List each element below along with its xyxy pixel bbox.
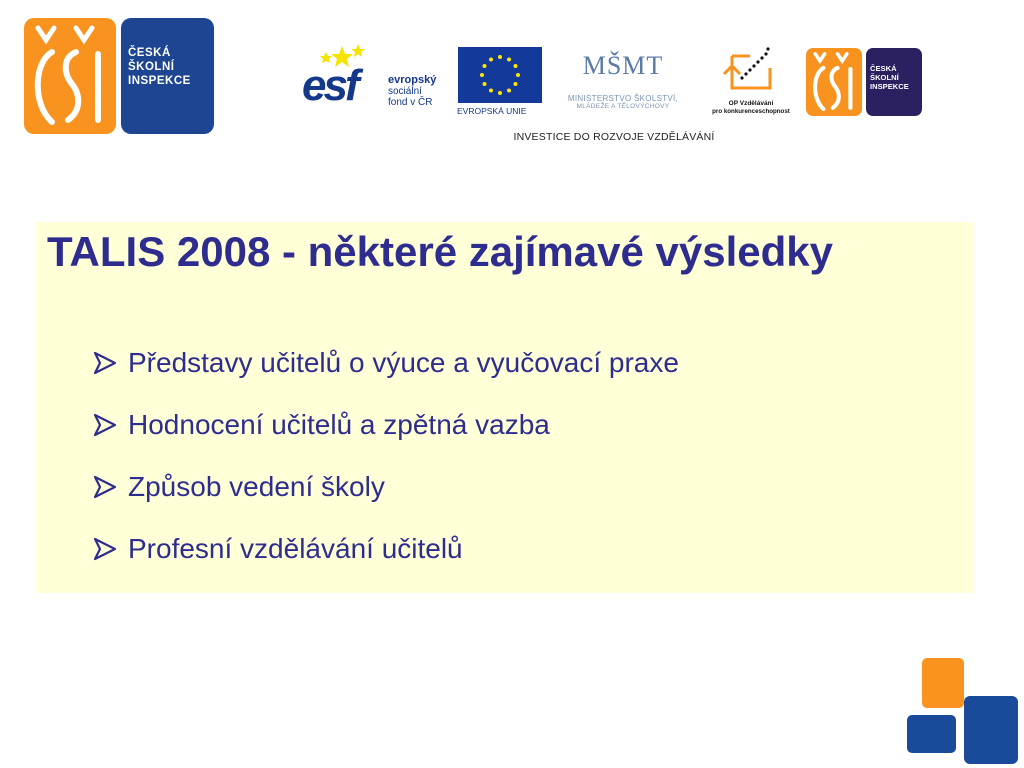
logo-line: ŠKOLNÍ xyxy=(128,61,175,73)
csi-small-mark xyxy=(806,48,862,116)
eu-label: EVROPSKÁ UNIE xyxy=(457,106,527,116)
slide-title: TALIS 2008 - některé zajímavé výsledky xyxy=(47,228,833,275)
logo-line: INSPEKCE xyxy=(128,75,191,87)
decorative-square xyxy=(964,696,1018,764)
op-logo xyxy=(702,44,800,118)
logo-line: INSPEKCE xyxy=(870,82,909,91)
msmt-logo xyxy=(550,44,696,118)
esf-logo xyxy=(302,44,452,118)
content-box xyxy=(36,222,973,593)
op-caption: OP Vzdělávání xyxy=(728,100,774,107)
csi-logo-text-block xyxy=(121,18,214,134)
logo-line: ŠKOLNÍ xyxy=(870,73,899,82)
funding-banner xyxy=(302,44,926,144)
eu-flag-icon xyxy=(458,47,542,103)
logo-line: ČESKÁ xyxy=(870,64,897,73)
arrow-bullet-icon xyxy=(92,350,118,376)
csi-logo-mark xyxy=(24,18,116,134)
op-emblem-icon xyxy=(702,44,800,98)
msmt-caption: MINISTERSTVO ŠKOLSTVÍ, xyxy=(567,94,679,103)
list-item xyxy=(92,518,679,580)
msmt-mark: MŠMT xyxy=(582,51,664,80)
arrow-bullet-icon xyxy=(92,412,118,438)
op-caption: pro konkurenceschopnost xyxy=(712,108,790,115)
decorative-square xyxy=(922,658,964,708)
bullet-text: Profesní vzdělávání učitelů xyxy=(128,533,463,564)
bullet-text: Hodnocení učitelů a zpětná vazba xyxy=(128,409,550,440)
banner-tagline: INVESTICE DO ROZVOJE VZDĚLÁVÁNÍ xyxy=(513,131,715,143)
csi-small-logo xyxy=(806,48,922,116)
csi-logo xyxy=(24,18,214,134)
esf-mark: esf xyxy=(302,61,357,110)
list-item xyxy=(92,332,679,394)
bullet-text: Představy učitelů o výuce a vyučovací praxe xyxy=(128,347,679,378)
arrow-bullet-icon xyxy=(92,474,118,500)
decorative-square xyxy=(907,715,956,753)
bullet-text: Způsob vedení školy xyxy=(128,471,385,502)
arrow-bullet-icon xyxy=(92,536,118,562)
msmt-caption: MLÁDEŽE A TĚLOVÝCHOVY xyxy=(576,103,670,110)
csi-small-text-block xyxy=(866,48,922,116)
list-item xyxy=(92,394,679,456)
bullet-list xyxy=(92,332,679,580)
list-item xyxy=(92,456,679,518)
esf-caption: evropský sociální fond v ČR xyxy=(388,74,437,108)
logo-line: ČESKÁ xyxy=(128,47,171,59)
